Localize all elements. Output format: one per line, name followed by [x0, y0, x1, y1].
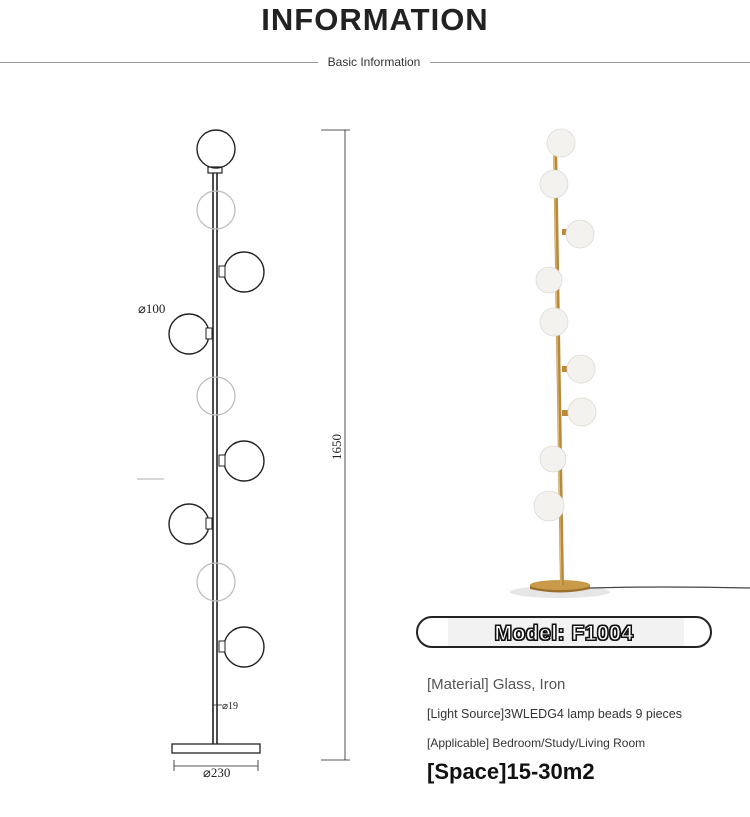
- spec-applicable: [427, 736, 645, 750]
- base-diameter-label: ⌀230: [203, 765, 231, 780]
- page-title: INFORMATION: [261, 2, 489, 37]
- photo-globe-3: [566, 220, 594, 248]
- photo-globe-1: [547, 129, 575, 157]
- model-badge: [416, 616, 712, 648]
- spec-space: [427, 759, 595, 785]
- height-label: 1650: [329, 434, 344, 460]
- globe-right-3: [224, 627, 264, 667]
- globe-back-3: [197, 563, 235, 601]
- technical-drawing: [137, 130, 350, 771]
- spec-light-label: [Light Source]: [427, 707, 505, 721]
- photo-globe-8: [540, 446, 566, 472]
- photo-globe-9: [534, 491, 564, 521]
- photo-globe-2: [540, 170, 568, 198]
- spec-light-source: [427, 707, 682, 721]
- globe-left-1: [169, 314, 209, 354]
- photo-globe-7: [568, 398, 596, 426]
- product-photo: [510, 129, 750, 598]
- photo-globe-6: [567, 355, 595, 383]
- spec-material-value: Glass, Iron: [492, 676, 566, 693]
- spec-material-label: [Material]: [427, 676, 489, 693]
- spec-space-label: [Space]: [427, 759, 507, 784]
- pole-diameter-label: ⌀19: [222, 701, 239, 712]
- model-label: Model: F1004: [494, 622, 634, 645]
- photo-globe-4: [536, 267, 562, 293]
- globe-back-1: [197, 191, 235, 229]
- globe-top: [197, 130, 235, 168]
- globe-back-2: [197, 377, 235, 415]
- spec-space-value: 15-30m2: [506, 759, 595, 784]
- spec-applicable-value: Bedroom/Study/Living Room: [492, 736, 646, 750]
- spec-material: [427, 676, 565, 693]
- section-subtitle: Basic Information: [327, 55, 421, 69]
- globe-right-2: [224, 441, 264, 481]
- photo-globe-5: [540, 308, 568, 336]
- globe-left-2: [169, 504, 209, 544]
- globe-diameter-label: ⌀100: [138, 301, 166, 316]
- globe-right-1: [224, 252, 264, 292]
- spec-light-value: 3WLEDG4 lamp beads 9 pieces: [504, 707, 683, 721]
- spec-applicable-label: [Applicable]: [427, 736, 490, 750]
